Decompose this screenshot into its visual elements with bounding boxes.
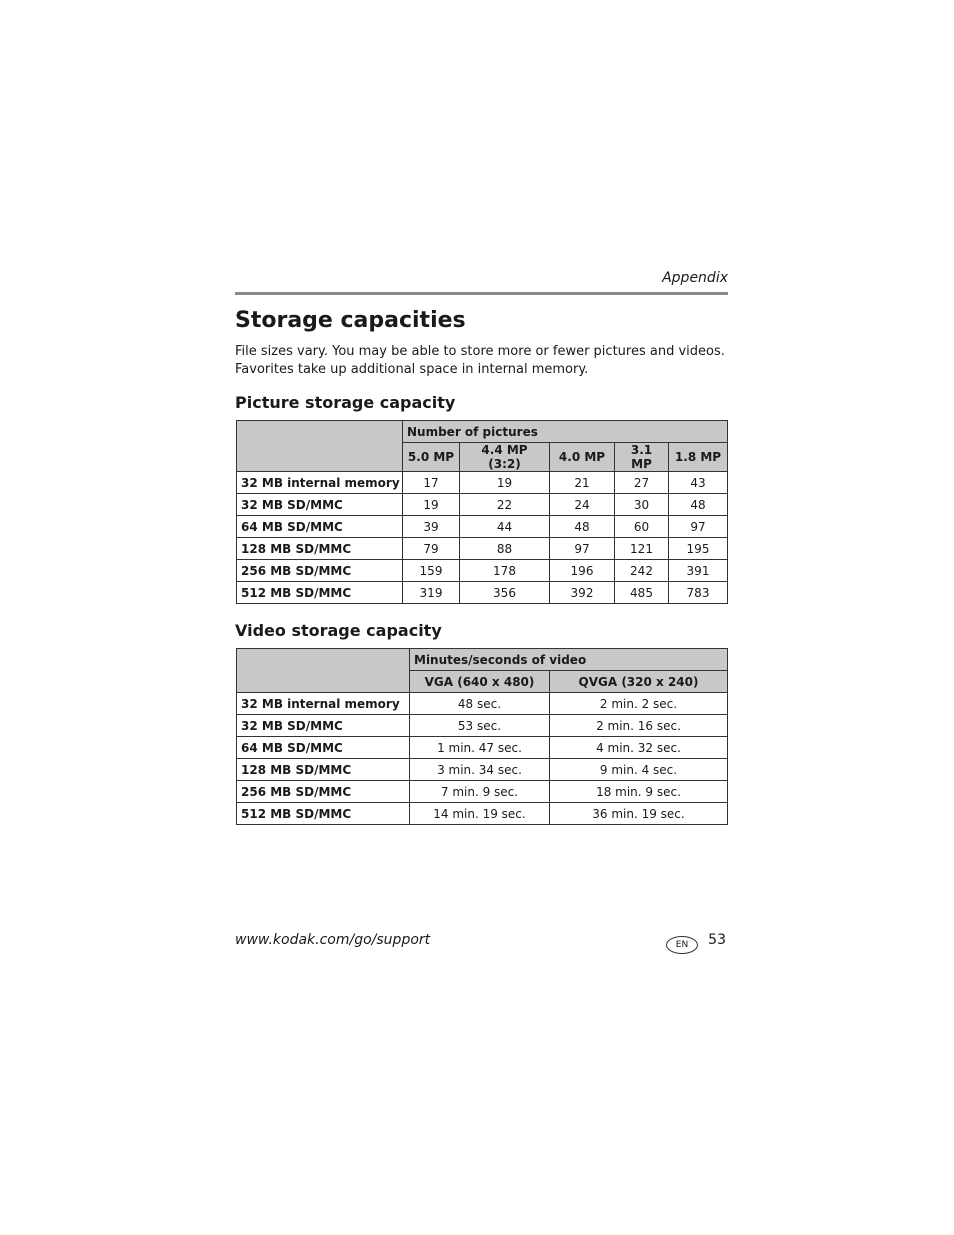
page-number: 53 — [708, 932, 726, 948]
table-cell: 2 min. 16 sec. — [550, 715, 728, 737]
intro-paragraph: File sizes vary. You may be able to store more or fewer pictures and videos. Favorites take up additional space in internal memory. — [235, 344, 725, 377]
row-label: 32 MB internal memory — [237, 693, 410, 715]
page-title: Storage capacities — [235, 308, 466, 333]
table-cell: 178 — [460, 560, 550, 582]
row-label: 512 MB SD/MMC — [237, 803, 410, 825]
table-cell: 392 — [550, 582, 615, 604]
table-cell: 19 — [403, 494, 460, 516]
table-cell: 319 — [403, 582, 460, 604]
table-row — [237, 516, 728, 538]
video-storage-heading: Video storage capacity — [235, 621, 442, 640]
table-cell: 356 — [460, 582, 550, 604]
table-cell: 30 — [615, 494, 669, 516]
table-cell: 36 min. 19 sec. — [550, 803, 728, 825]
column-header: 4.4 MP (3:2) — [460, 443, 550, 472]
table-cell: 48 — [669, 494, 728, 516]
column-header: 4.0 MP — [550, 443, 615, 472]
table-cell: 79 — [403, 538, 460, 560]
table-cell: 196 — [550, 560, 615, 582]
table-corner-cell — [237, 649, 410, 693]
table-row — [237, 494, 728, 516]
table-cell: 97 — [669, 516, 728, 538]
table-row — [237, 803, 728, 825]
table-cell: 3 min. 34 sec. — [410, 759, 550, 781]
row-label: 128 MB SD/MMC — [237, 538, 403, 560]
table-cell: 242 — [615, 560, 669, 582]
column-header: QVGA (320 x 240) — [550, 671, 728, 693]
table-row — [237, 472, 728, 494]
table-row — [237, 737, 728, 759]
row-label: 32 MB internal memory — [237, 472, 403, 494]
table-cell: 17 — [403, 472, 460, 494]
support-url: www.kodak.com/go/support — [235, 932, 431, 948]
table-cell: 18 min. 9 sec. — [550, 781, 728, 803]
table-cell: 2 min. 2 sec. — [550, 693, 728, 715]
table-cell: 22 — [460, 494, 550, 516]
row-label: 64 MB SD/MMC — [237, 737, 410, 759]
table-cell: 19 — [460, 472, 550, 494]
table-cell: 159 — [403, 560, 460, 582]
row-label: 256 MB SD/MMC — [237, 560, 403, 582]
table-cell: 44 — [460, 516, 550, 538]
video-storage-table — [236, 648, 728, 825]
table-cell: 88 — [460, 538, 550, 560]
table-cell: 39 — [403, 516, 460, 538]
table-cell: 7 min. 9 sec. — [410, 781, 550, 803]
row-label: 256 MB SD/MMC — [237, 781, 410, 803]
row-label: 32 MB SD/MMC — [237, 715, 410, 737]
table-cell: 53 sec. — [410, 715, 550, 737]
video-group-header: Minutes/seconds of video — [410, 649, 728, 671]
column-header: 5.0 MP — [403, 443, 460, 472]
row-label: 128 MB SD/MMC — [237, 759, 410, 781]
table-row — [237, 781, 728, 803]
table-cell: 4 min. 32 sec. — [550, 737, 728, 759]
table-cell: 48 — [550, 516, 615, 538]
table-cell: 21 — [550, 472, 615, 494]
table-cell: 1 min. 47 sec. — [410, 737, 550, 759]
row-label: 512 MB SD/MMC — [237, 582, 403, 604]
table-cell: 783 — [669, 582, 728, 604]
table-row — [237, 560, 728, 582]
section-header: Appendix — [662, 270, 728, 286]
table-cell: 27 — [615, 472, 669, 494]
table-cell: 48 sec. — [410, 693, 550, 715]
table-cell: 485 — [615, 582, 669, 604]
column-header: VGA (640 x 480) — [410, 671, 550, 693]
language-badge: EN — [666, 936, 698, 954]
column-header: 1.8 MP — [669, 443, 728, 472]
table-row — [237, 693, 728, 715]
table-row — [237, 759, 728, 781]
table-cell: 391 — [669, 560, 728, 582]
table-row — [237, 582, 728, 604]
table-corner-cell — [237, 421, 403, 472]
table-cell: 24 — [550, 494, 615, 516]
table-cell: 60 — [615, 516, 669, 538]
table-row — [237, 538, 728, 560]
table-cell: 9 min. 4 sec. — [550, 759, 728, 781]
column-header: 3.1 MP — [615, 443, 669, 472]
table-row — [237, 715, 728, 737]
table-cell: 14 min. 19 sec. — [410, 803, 550, 825]
table-cell: 97 — [550, 538, 615, 560]
row-label: 32 MB SD/MMC — [237, 494, 403, 516]
row-label: 64 MB SD/MMC — [237, 516, 403, 538]
table-cell: 43 — [669, 472, 728, 494]
picture-group-header: Number of pictures — [403, 421, 728, 443]
picture-storage-heading: Picture storage capacity — [235, 393, 456, 412]
picture-storage-table — [236, 420, 728, 604]
table-cell: 121 — [615, 538, 669, 560]
table-cell: 195 — [669, 538, 728, 560]
header-rule — [235, 292, 728, 295]
